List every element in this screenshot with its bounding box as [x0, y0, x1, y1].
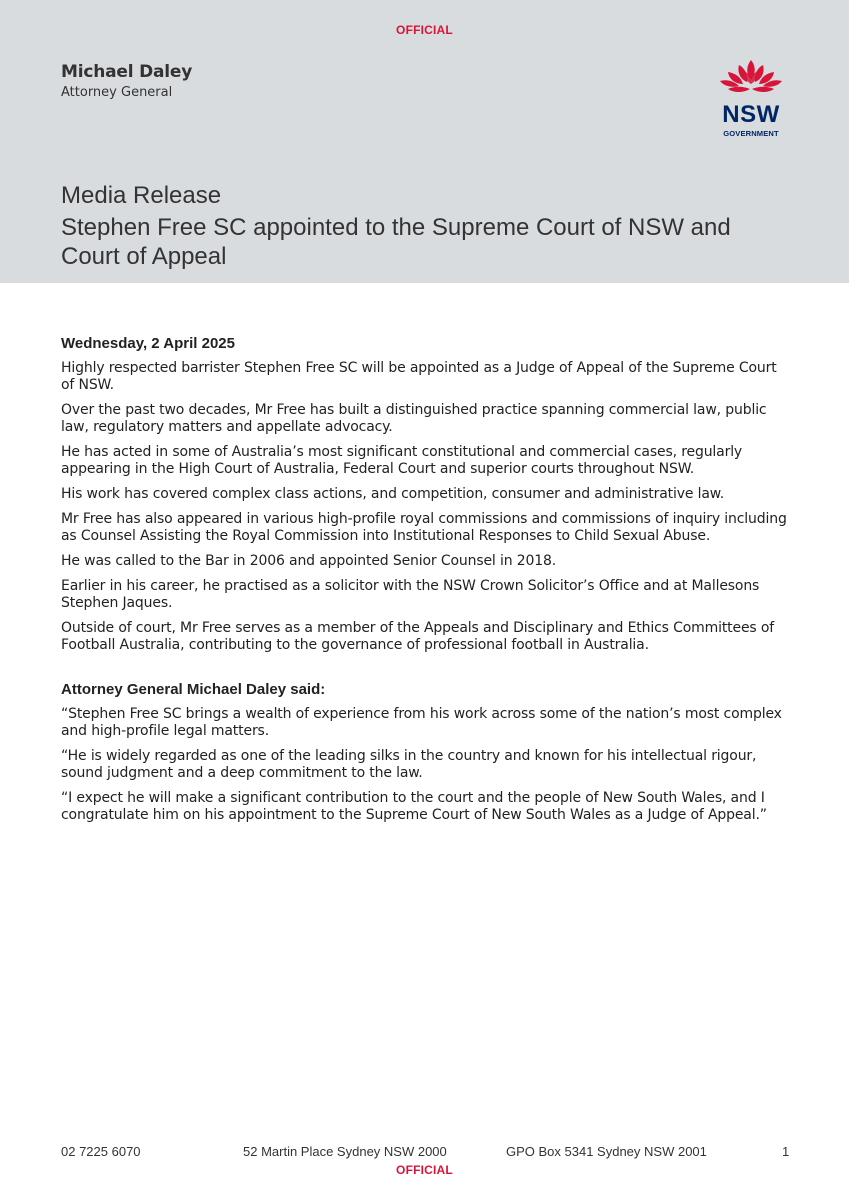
- classification-marking-top: OFFICIAL: [396, 23, 453, 37]
- nsw-government-logo: [706, 56, 796, 146]
- quote-paragraph: “I expect he will make a significant contribution to the court and the people of New South Wales, and I congratulate him on his appointment to the Supreme Court of New South Wales as a Judge of Appeal.”: [61, 790, 767, 823]
- body-paragraph: He has acted in some of Australia’s most significant constitutional and commercial cases, regularly appearing in the High Court of Australia, Federal Court and superior courts throughout NSW.: [61, 444, 743, 477]
- waratah-logo-icon: [720, 60, 782, 92]
- page-number: 1: [782, 1144, 790, 1159]
- release-date: Wednesday, 2 April 2025: [61, 335, 235, 352]
- body-paragraph: Outside of court, Mr Free serves as a member of the Appeals and Disciplinary and Ethics Committees of Football Australia, contributing to the governance of professional football in Australia.: [61, 620, 775, 653]
- body-paragraph: He was called to the Bar in 2006 and appointed Senior Counsel in 2018.: [61, 553, 557, 569]
- body-paragraph: His work has covered complex class actions, and competition, consumer and administrative law.: [61, 486, 725, 502]
- body-paragraph: Highly respected barrister Stephen Free SC will be appointed as a Judge of Appeal of the Supreme Court of NSW.: [61, 360, 777, 393]
- release-headline: Stephen Free SC appointed to the Supreme Court of NSW and Court of Appeal: [61, 214, 731, 270]
- body-paragraph: Earlier in his career, he practised as a solicitor with the NSW Crown Solicitor’s Office and at Mallesons Stephen Jaques.: [61, 578, 760, 611]
- body-paragraph: Over the past two decades, Mr Free has built a distinguished practice spanning commercial law, public law, regulatory matters and appellate advocacy.: [61, 402, 767, 435]
- quote-paragraph: “He is widely regarded as one of the leading silks in the country and known for his intellectual rigour, sound judgment and a deep commitment to the law.: [61, 748, 757, 781]
- logo-subtext: GOVERNMENT: [723, 129, 779, 138]
- quote-paragraph: “Stephen Free SC brings a wealth of experience from his work across some of the nation’s most complex and high-profile legal matters.: [61, 706, 782, 739]
- body-paragraph: Mr Free has also appeared in various high-profile royal commissions and commissions of inquiry including as Counsel Assisting the Royal Commission into Institutional Responses to Child Sexual Abuse.: [61, 511, 787, 544]
- minister-title: Attorney General: [61, 85, 173, 100]
- logo-wordmark: NSW: [722, 101, 780, 128]
- release-body: [61, 335, 791, 832]
- classification-marking-bottom: OFFICIAL: [396, 1163, 453, 1177]
- footer-address: 52 Martin Place Sydney NSW 2000: [243, 1144, 447, 1159]
- quote-heading: Attorney General Michael Daley said:: [61, 681, 326, 698]
- footer-phone: 02 7225 6070: [61, 1144, 141, 1159]
- footer-postal-address: GPO Box 5341 Sydney NSW 2001: [506, 1144, 707, 1159]
- release-type: Media Release: [61, 182, 222, 209]
- minister-name: Michael Daley: [61, 62, 193, 82]
